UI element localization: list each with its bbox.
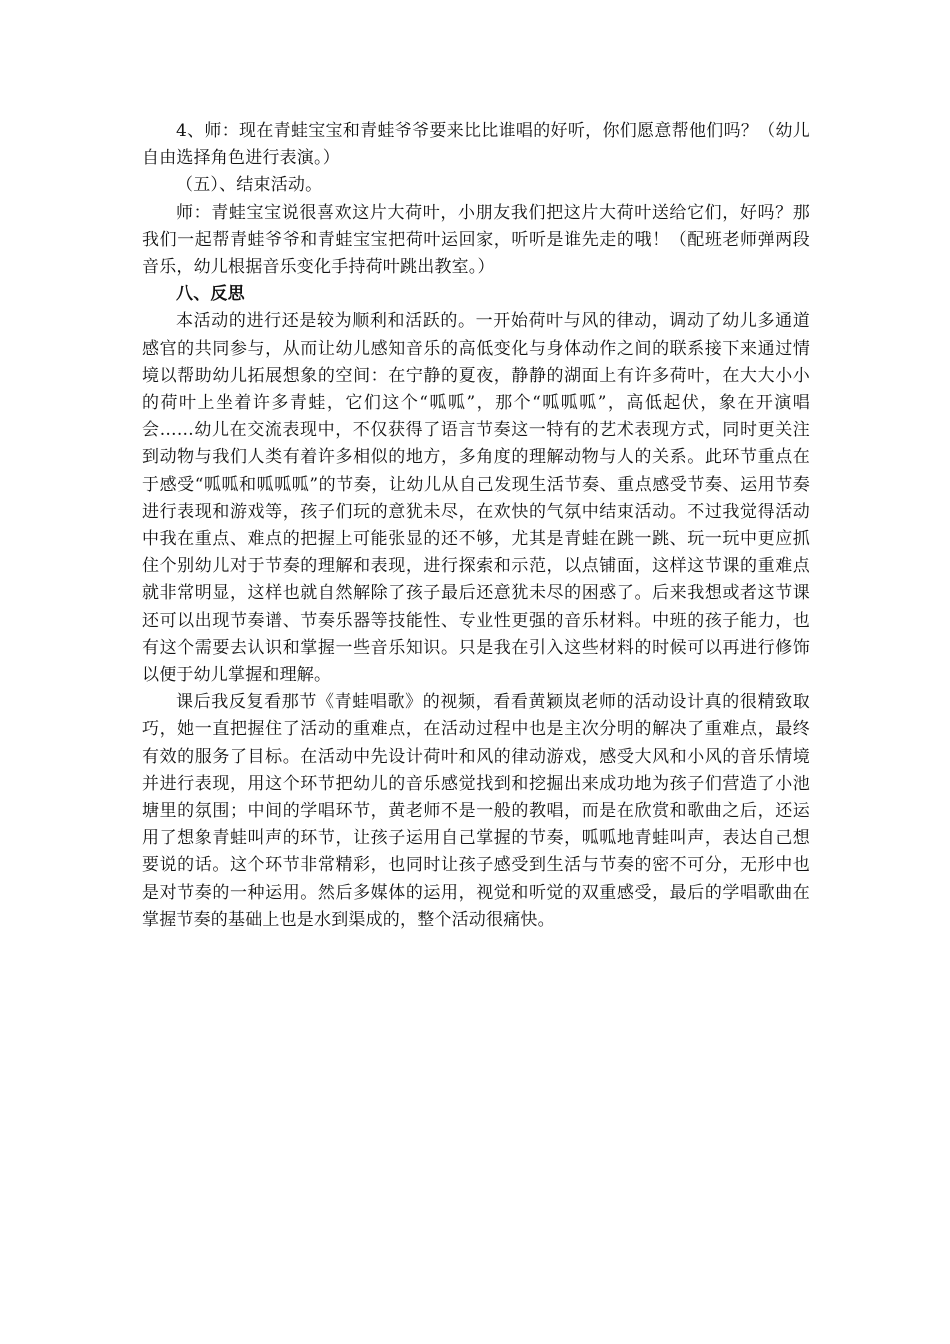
section-heading-reflection: 八、反思 <box>176 284 245 305</box>
paragraph-reflection-1: 本活动的进行还是较为顺利和活跃的。一开始荷叶与风的律动，调动了幼儿多通道感官的共同参与，从而让幼儿感知音乐的高低变化与身体动作之间的联系接下来通过情境以帮助幼儿拓展想象的空间：在宁静的夏夜，静静的湖面上有许多荷叶，在大大小小的荷叶上坐着许多青蛙，它们这个“呱呱”，那个“呱呱呱”，高低起伏，象在开演唱会……幼儿在交流表现中，不仅获得了语言节奏这一特有的艺术表现方式，同时更关注到动物与我们人类有着许多相似的地方，多角度的理解动物与人的关系。此环节重点在于感受“呱呱和呱呱呱”的节奏，让幼儿从自己发现生活节奏、重点感受节奏、运用节奏进行表现和游戏等，孩子们玩的意犹未尽，在欢快的气氛中结束活动。不过我觉得活动中我在重点、难点的把握上可能张显的还不够，尤其是青蛙在跳一跳、玩一玩中更应抓住个别幼儿对于节奏的理解和表现，进行探索和示范，以点铺面，这样这节课的重难点就非常明显，这样也就自然解除了孩子最后还意犹未尽的困惑了。后来我想或者这节课还可以出现节奏谱、节奏乐器等技能性、专业性更强的音乐材料。中班的孩子能力，也有这个需要去认识和掌握一些音乐知识。只是我在引入这些材料的时候可以再进行修饰以便于幼儿掌握和理解。 <box>142 311 810 686</box>
section-end-activity: （五）、结束活动。 <box>176 175 323 196</box>
paragraph-ending: 师：青蛙宝宝说很喜欢这片大荷叶，小朋友我们把这片大荷叶送给它们，好吗？那我们一起帮青蛙爷爷和青蛙宝宝把荷叶运回家，听听是谁先走的哦！（配班老师弹两段音乐，幼儿根据音乐变化手持荷叶跳出教室。） <box>142 202 810 278</box>
document-body <box>142 118 810 934</box>
paragraph-reflection-2: 课后我反复看那节《青蛙唱歌》的视频，看看黄颖岚老师的活动设计真的很精致取巧，她一直把握住了活动的重难点，在活动过程中也是主次分明的解决了重难点，最终有效的服务了目标。在活动中先设计荷叶和风的律动游戏，感受大风和小风的音乐情境并进行表现，用这个环节把幼儿的音乐感觉找到和挖掘出来成功地为孩子们营造了小池塘里的氛围；中间的学唱环节，黄老师不是一般的教唱，而是在欣赏和歌曲之后，还运用了想象青蛙叫声的环节，让孩子运用自己掌握的节奏，呱呱地青蛙叫声，表达自己想要说的话。这个环节非常精彩，也同时让孩子感受到生活与节奏的密不可分，无形中也是对节奏的一种运用。然后多媒体的运用，视觉和听觉的双重感受，最后的学唱歌曲在掌握节奏的基础上也是水到渠成的，整个活动很痛快。 <box>142 692 810 930</box>
paragraph-teacher-prompt: 4、师：现在青蛙宝宝和青蛙爷爷要来比比谁唱的好听，你们愿意帮他们吗？（幼儿自由选择角色进行表演。） <box>142 121 810 169</box>
